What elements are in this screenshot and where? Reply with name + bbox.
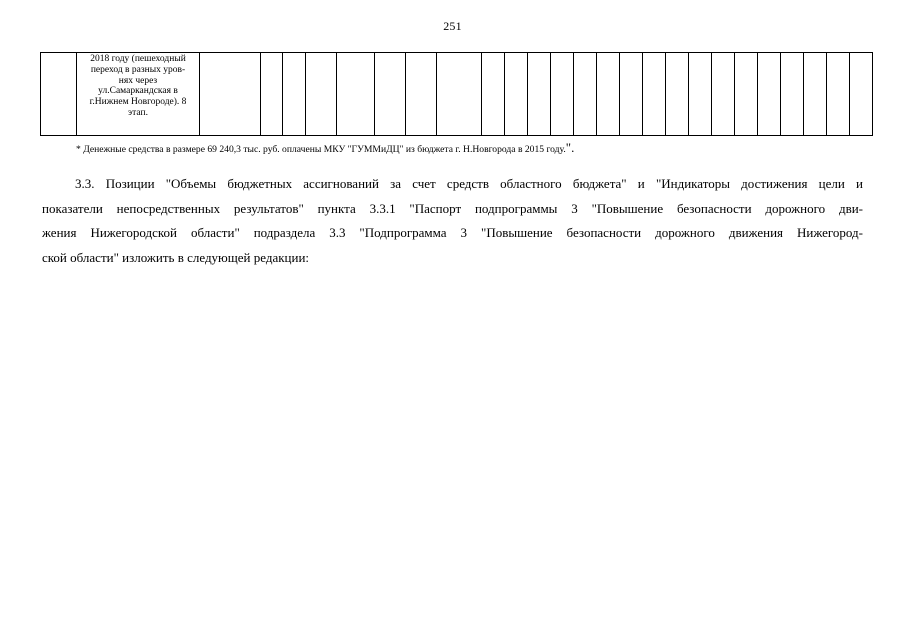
table-cell <box>528 53 551 136</box>
table-cell <box>735 53 758 136</box>
table-cell <box>758 53 781 136</box>
paragraph-line: 3.3. Позиции "Объемы бюджетных ассигнований за счет средств областного бюджета" и "Индикаторы достижения цели и <box>75 176 863 191</box>
table-cell <box>437 53 482 136</box>
footnote <box>76 140 574 156</box>
description-line: 2018 году (пешеходный <box>90 54 186 64</box>
table-cell <box>643 53 666 136</box>
paragraph-line: жения Нижегородской области" подраздела 3.3 "Подпрограмма 3 "Повышение безопасности дорожного движения Нижегород- <box>42 225 863 240</box>
table-cell <box>597 53 620 136</box>
table-cell <box>781 53 804 136</box>
table-cell <box>666 53 689 136</box>
table-cell-description <box>77 53 200 136</box>
table-cell <box>337 53 375 136</box>
footnote-text: * Денежные средства в размере 69 240,3 тыс. руб. оплачены МКУ "ГУММиДЦ" из бюджета г. Н.Новгорода в 2015 году. <box>76 144 566 155</box>
table-cell <box>306 53 337 136</box>
table-row <box>41 53 873 136</box>
footnote-end-mark: ". <box>565 140 575 155</box>
page-number: 251 <box>443 19 462 33</box>
budget-table <box>40 52 873 136</box>
table-cell <box>574 53 597 136</box>
table-cell <box>620 53 643 136</box>
table-cell <box>551 53 574 136</box>
table-cell <box>406 53 437 136</box>
description-line: ул.Самаркандская в <box>98 86 178 97</box>
table-cell <box>804 53 827 136</box>
paragraph-amendment <box>42 172 863 270</box>
table-cell <box>827 53 850 136</box>
paragraph-line: ской области" изложить в следующей редакции: <box>42 249 310 265</box>
table-cell <box>712 53 735 136</box>
table-cell <box>505 53 528 136</box>
table-cell <box>482 53 505 136</box>
table-cell <box>850 53 873 136</box>
description-line: г.Нижнем Новгороде). 8 <box>89 97 187 108</box>
table-cell <box>689 53 712 136</box>
table-cell <box>375 53 406 136</box>
table-cell <box>283 53 306 136</box>
table-cell <box>41 53 77 136</box>
table-cell <box>200 53 261 136</box>
description-line: нях через <box>118 75 158 86</box>
paragraph-line: показатели непосредственных результатов" пункта 3.3.1 "Паспорт подпрограммы 3 "Повышение безопасности дорожного дви- <box>42 200 863 216</box>
description-line: переход в разных уров- <box>90 64 186 75</box>
table-cell <box>261 53 283 136</box>
description-line: этап. <box>128 107 148 118</box>
